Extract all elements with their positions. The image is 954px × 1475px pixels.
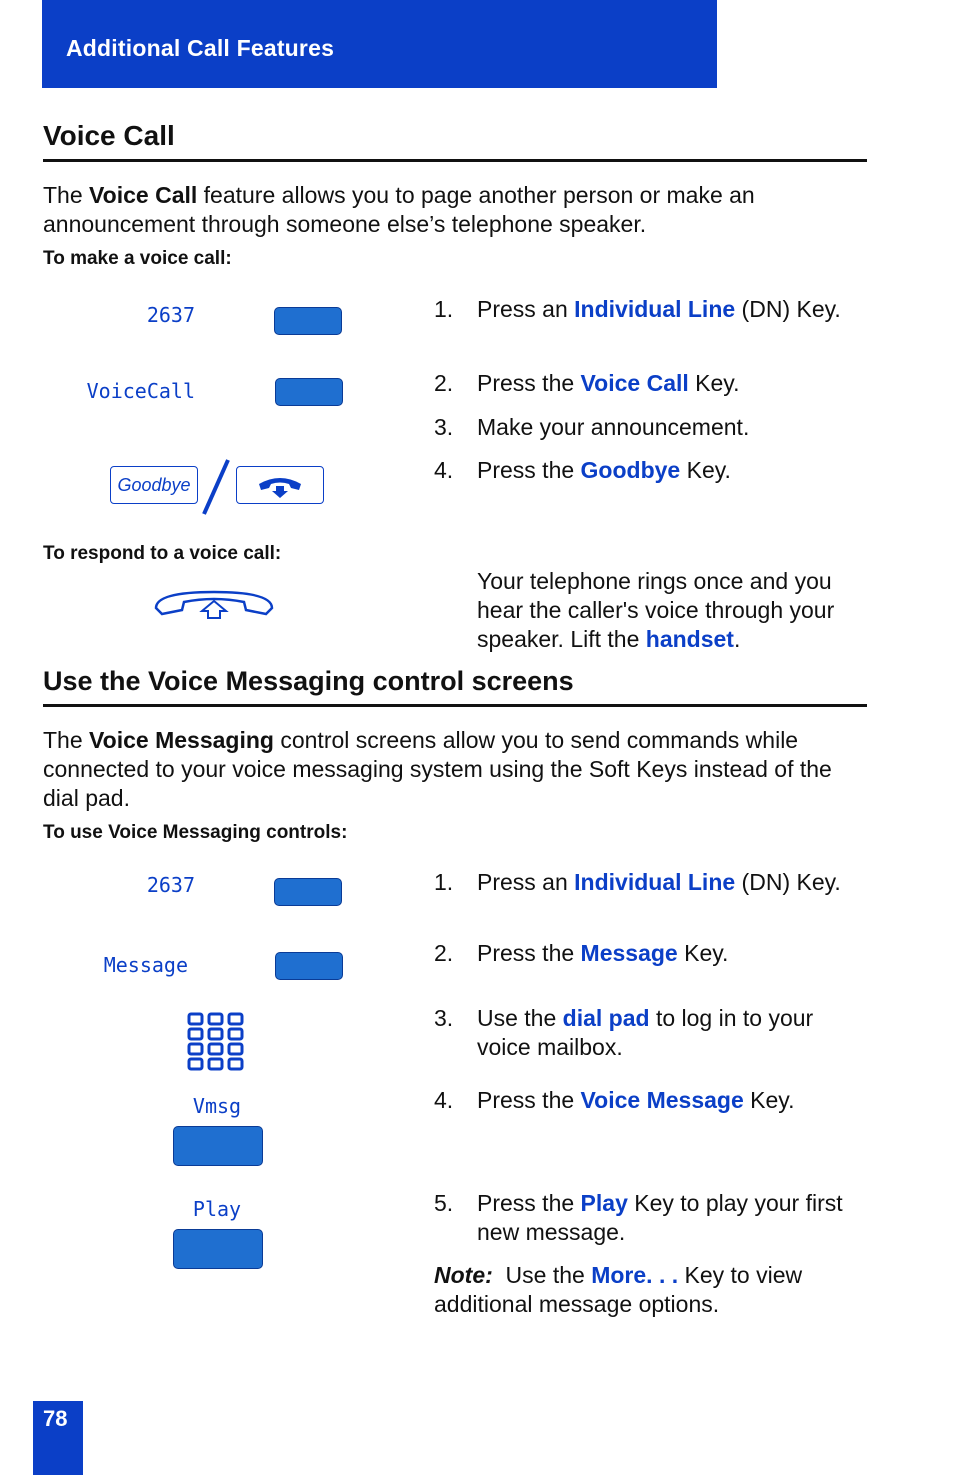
lift-handset-icon (150, 586, 278, 624)
voice-call-soft-key[interactable] (275, 378, 343, 406)
respond-voice-call-heading: To respond to a voice call: (43, 543, 282, 564)
slash-divider-icon (198, 458, 234, 516)
voice-messaging-note: Note: Use the More. . . Key to view additional message options. (434, 1262, 803, 1317)
header-bar (42, 0, 717, 88)
section-title-voice-call: Voice Call (43, 120, 175, 151)
voice-messaging-intro: The Voice Messaging control screens allow you to send commands while connected to your voice messaging system using the Soft Keys instead of the dial pad. (43, 727, 832, 811)
lcd-message-label: Message (103, 953, 188, 977)
play-soft-key[interactable] (173, 1229, 263, 1269)
voice-message-soft-key[interactable] (173, 1126, 263, 1166)
page-number-box (33, 1401, 83, 1475)
lcd-dn-label: 2637 (146, 303, 195, 327)
lcd-voicecall-label: VoiceCall (86, 379, 195, 403)
release-key[interactable] (236, 466, 324, 504)
section-rule (43, 159, 867, 162)
lcd-dn-label: 2637 (146, 873, 195, 897)
dn-line-key[interactable] (274, 878, 342, 906)
dial-pad-icon (186, 1012, 246, 1072)
message-soft-key[interactable] (275, 952, 343, 980)
dn-line-key[interactable] (274, 307, 342, 335)
use-voice-messaging-heading: To use Voice Messaging controls: (43, 822, 348, 843)
section-title-voice-messaging: Use the Voice Messaging control screens (43, 666, 574, 696)
voice-call-intro: The Voice Call feature allows you to page another person or make an announcement through someone else’s telephone speaker. (43, 182, 755, 237)
lcd-play-label: Play (192, 1197, 242, 1221)
lcd-vmsg-label: Vmsg (192, 1094, 242, 1118)
goodbye-key[interactable]: Goodbye (110, 466, 198, 504)
respond-voice-call-text: Your telephone rings once and you hear the caller's voice through your speaker. Lift the handset. (477, 568, 835, 652)
header-title: Additional Call Features (66, 35, 335, 61)
section-rule (43, 704, 867, 707)
hang-up-handset-icon (237, 467, 323, 503)
page-number: 78 (43, 1406, 68, 1431)
make-voice-call-heading: To make a voice call: (43, 248, 232, 269)
